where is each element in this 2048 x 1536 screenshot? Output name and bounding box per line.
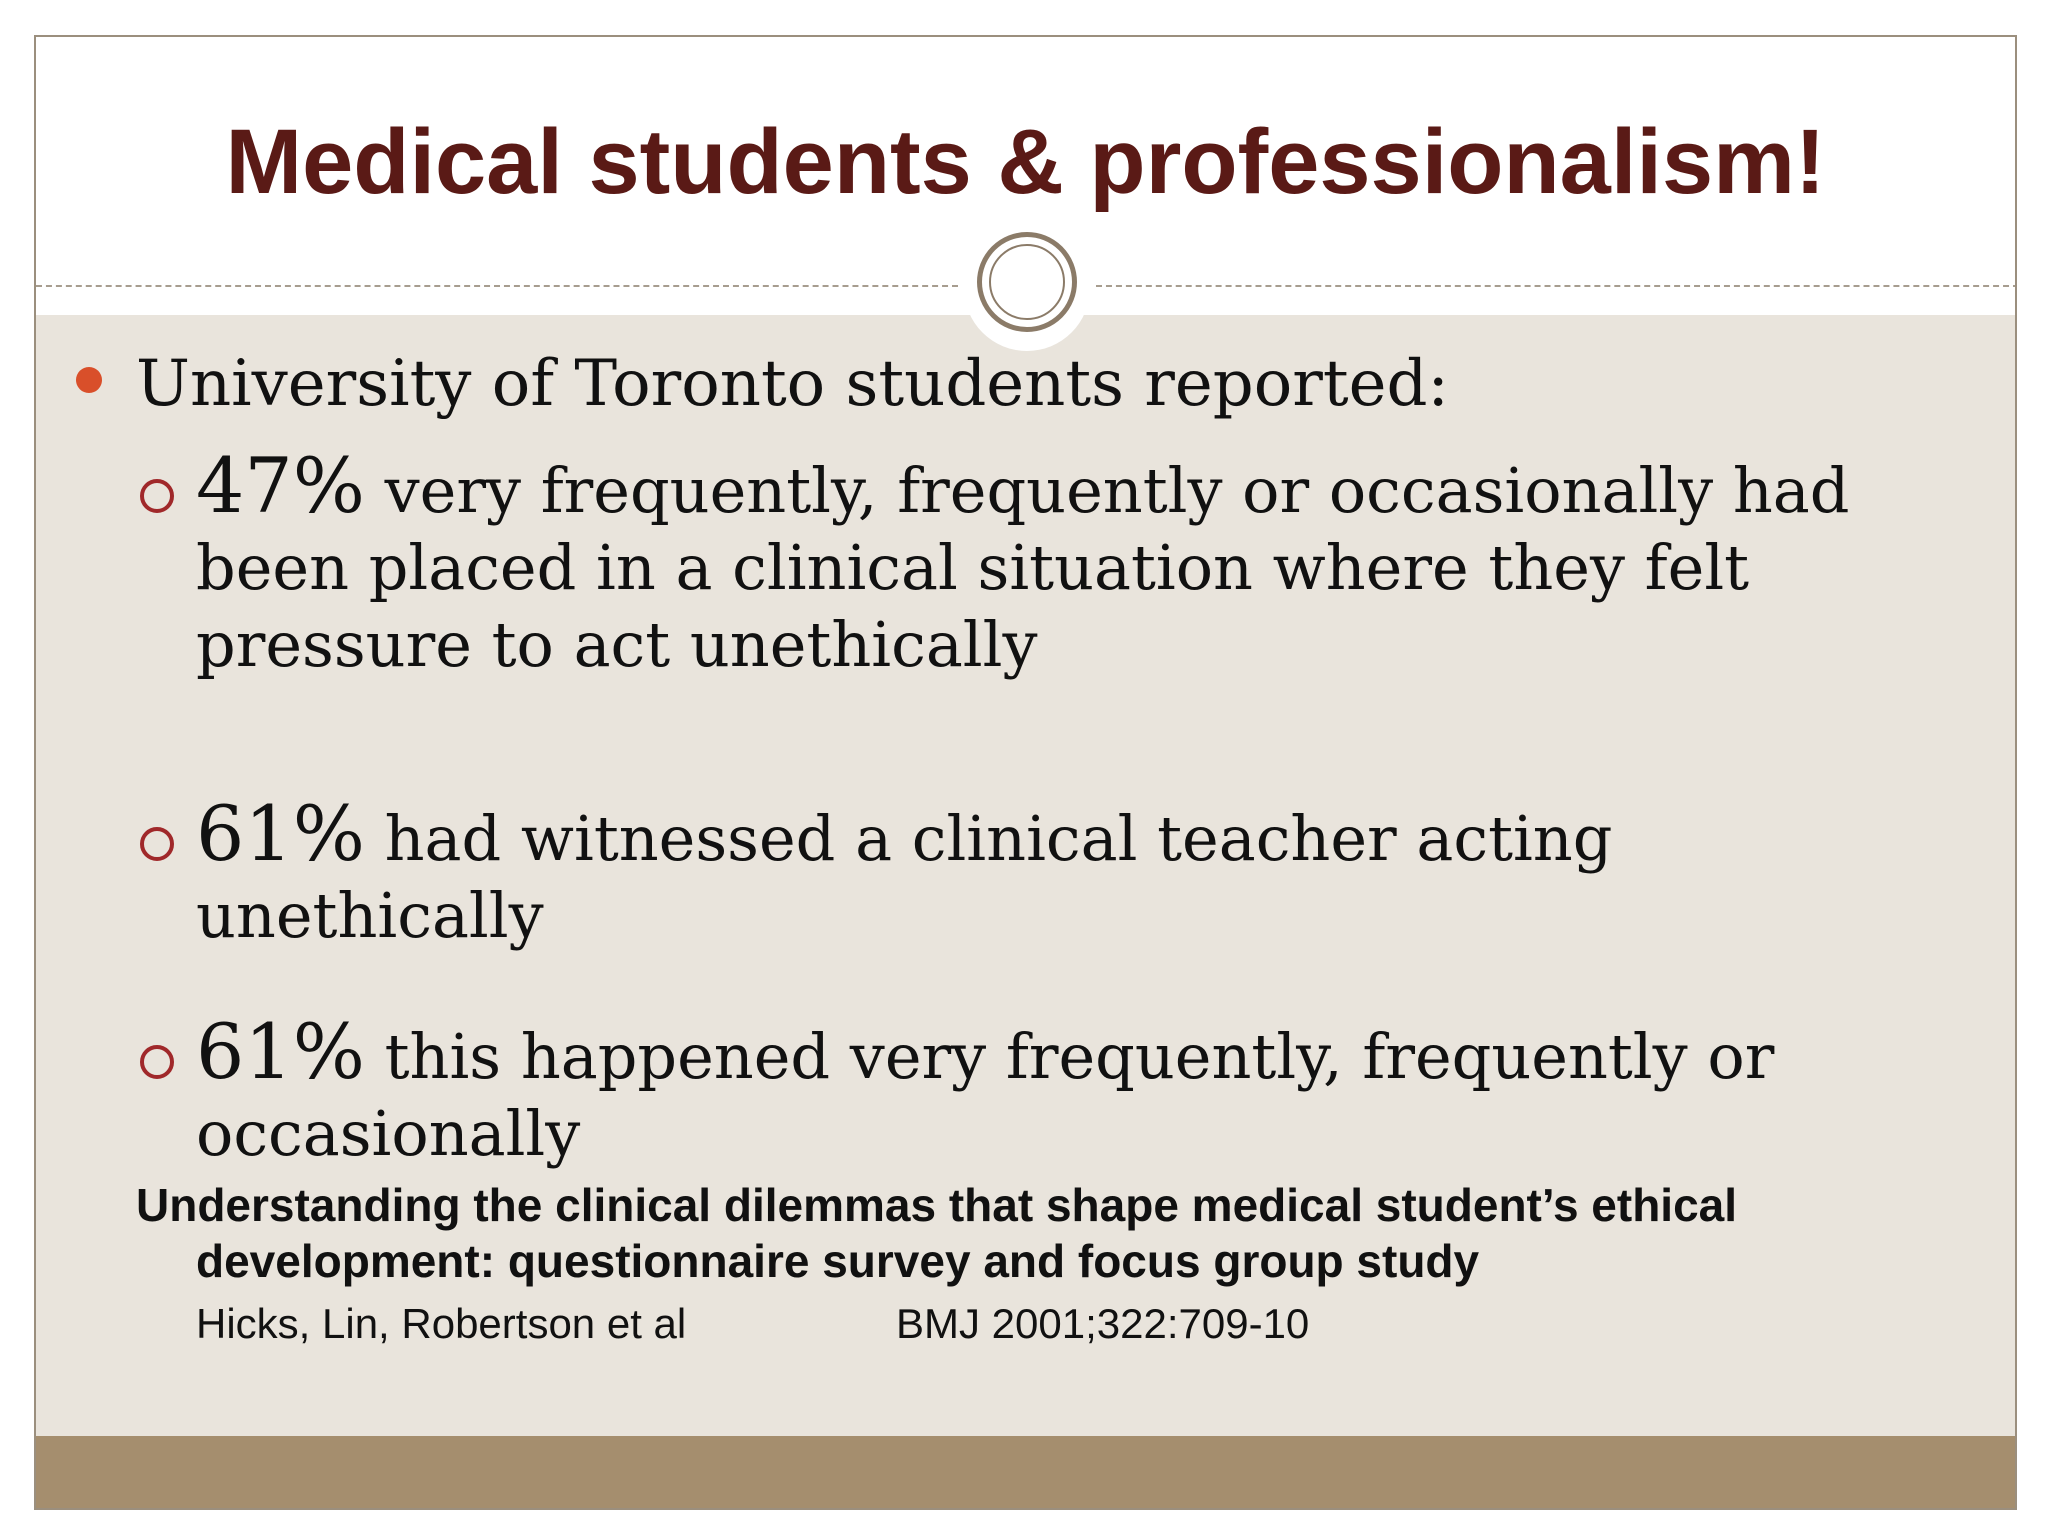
sub-bullet-3-text: this happened very frequently, frequently or occasionally	[196, 1020, 1775, 1170]
sub-bullet-3	[196, 1007, 1916, 1172]
circle-ornament-icon	[977, 232, 1077, 332]
citation-authors: Hicks, Lin, Robertson et al	[196, 1300, 687, 1347]
sub-bullet-circle-icon	[140, 479, 174, 513]
sub-bullet-1-percent: 47%	[196, 441, 365, 530]
footer-band	[36, 1436, 2015, 1508]
sub-bullet-circle-icon	[140, 1045, 174, 1079]
sub-bullet-2-text: had witnessed a clinical teacher acting unethically	[196, 802, 1613, 952]
citation-journal: BMJ 2001;322:709-10	[896, 1300, 1310, 1347]
citation-title	[136, 1177, 1996, 1289]
bullet-dot-icon	[76, 367, 102, 393]
header-divider-right	[1096, 285, 2017, 287]
main-bullet-text: University of Toronto students reported:	[136, 347, 1449, 421]
sub-bullet-1	[196, 441, 1976, 683]
citation-title-line-2: development: questionnaire survey and focus group study	[196, 1235, 1480, 1287]
sub-bullet-1-text: very frequently, frequently or occasionally had been placed in a clinical situation where they felt pressure to act unethically	[196, 454, 1850, 681]
sub-bullet-2-percent: 61%	[196, 789, 365, 878]
sub-bullet-3-percent: 61%	[196, 1007, 365, 1096]
sub-bullet-2	[196, 789, 1976, 954]
header-divider-left	[36, 285, 958, 287]
slide	[34, 35, 2017, 1510]
sub-bullet-circle-icon	[140, 827, 174, 861]
slide-title: Medical students & professionalism!	[225, 111, 1826, 213]
citation-title-line-1: Understanding the clinical dilemmas that shape medical student’s ethical	[136, 1179, 1738, 1231]
